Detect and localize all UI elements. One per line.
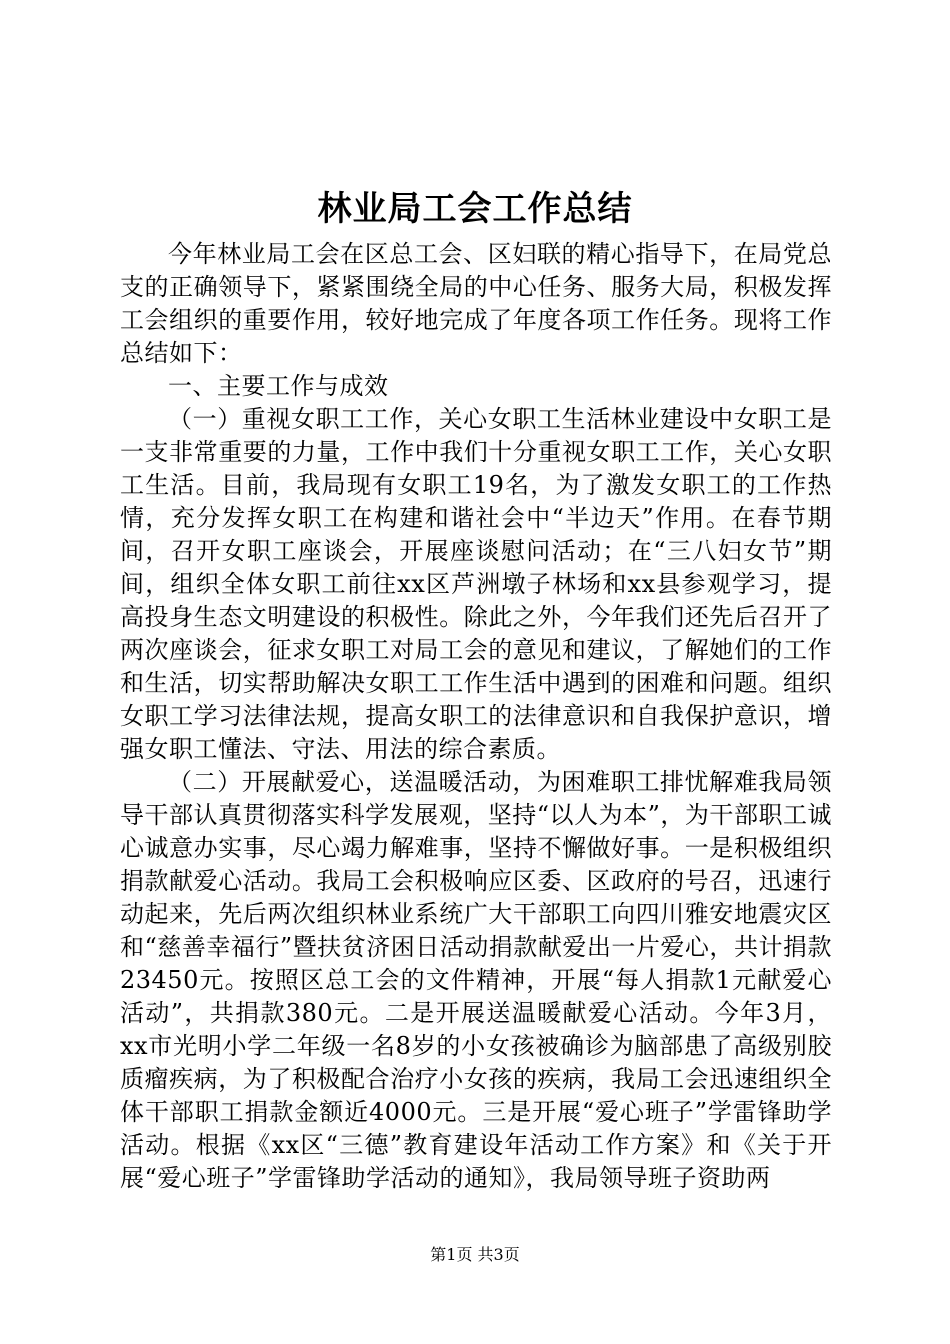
section-heading-main-work: 一、主要工作与成效 <box>168 372 389 400</box>
paragraph-charity: （二）开展献爱心，送温暖活动，为困难职工排忧解难我局领导干部认真贯彻落实科学发展观，坚持“以人为本”，为干部职工诚心诚意办实事，尽心竭力解难事，坚持不懈做好事。一是积极组织捐款献爱心活动。我局工会积极响应区委、区政府的号召，迅速行动起来，先后两次组织林业系统广大干部职工向四川雅安地震灾区和“慈善幸福行”暨扶贫济困日活动捐款献爱出一片爱心，共计捐款23450元。按照区总工会的文件精神，开展“每人捐款1元献爱心活动”，共捐款380元。二是开展送温暖献爱心活动。今年3月，xx市光明小学二年级一名8岁的小女孩被确诊为脑部患了高级别胶质瘤疾病，为了积极配合治疗小女孩的疾病，我局工会迅速组织全体干部职工捐款金额近4000元。三是开展“爱心班子”学雷锋助学活动。根据《xx区“三德”教育建设年活动工作方案》和《关于开展“爱心班子”学雷锋助学活动的通知》，我局领导班子资助两 <box>120 768 832 1192</box>
document-title: 林业局工会工作总结 <box>317 189 633 229</box>
paragraph-intro: 今年林业局工会在区总工会、区妇联的精心指导下，在局党总支的正确领导下，紧紧围绕全局的中心任务、服务大局，积极发挥工会组织的重要作用，较好地完成了年度各项工作任务。现将工作总结如下： <box>120 240 832 367</box>
paragraph-female-workers: （一）重视女职工工作，关心女职工生活林业建设中女职工是一支非常重要的力量，工作中我们十分重视女职工工作，关心女职工生活。目前，我局现有女职工19名，为了激发女职工的工作热情，充分发挥女职工在构建和谐社会中“半边天”作用。在春节期间，召开女职工座谈会，开展座谈慰问活动；在“三八妇女节”期间，组织全体女职工前往xx区芦洲墩子林场和xx县参观学习，提高投身生态文明建设的积极性。除此之外，今年我们还先后召开了两次座谈会，征求女职工对局工会的意见和建议，了解她们的工作和生活，切实帮助解决女职工工作生活中遇到的困难和问题。组织女职工学习法律法规，提高女职工的法律意识和自我保护意识，增强女职工懂法、守法、用法的综合素质。 <box>120 405 832 763</box>
page-footer: 第1页 共3页 <box>430 1245 520 1264</box>
document-body <box>120 238 832 1195</box>
